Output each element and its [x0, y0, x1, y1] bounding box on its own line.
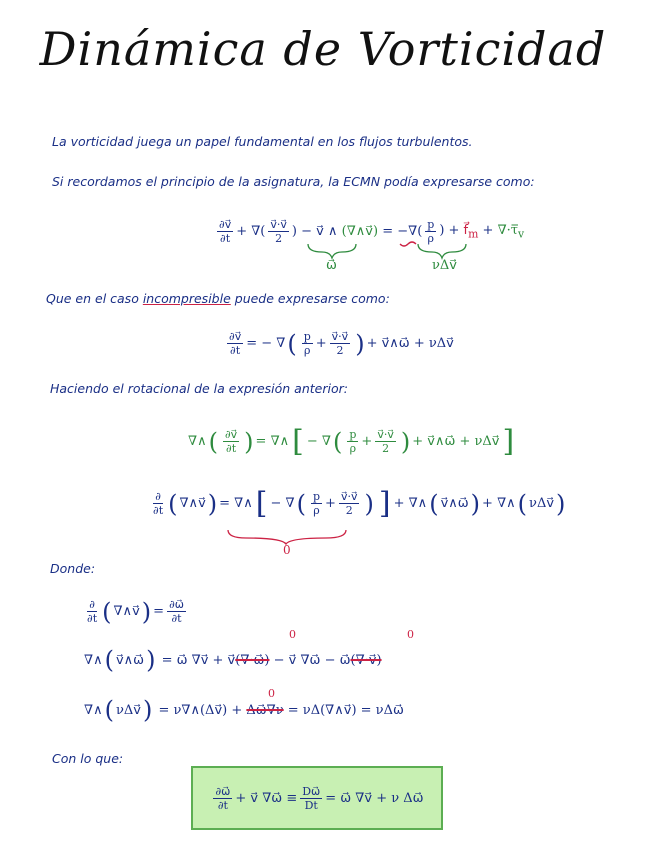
equation-incompressible: $\frac{\partial v⃗}{\partial t}$ = − ∇ ( $\frac{p}{\rho}$ + $\frac{v⃗\cdot v⃗}{2}$ ) + v⃗∧ω⃗ + νΔv⃗ — [229, 329, 454, 358]
kinetic-fraction: $\frac{v⃗\cdot v⃗}{2}$ — [270, 218, 287, 245]
dv-dt-fraction: $\frac{\partial v⃗}{\partial t}$ — [219, 218, 232, 245]
page-title: Dinámica de Vorticidad — [39, 22, 607, 76]
dv-dt: $\frac{\partial v⃗}{\partial t}$ — [224, 428, 238, 455]
rotational-text: Haciendo el rotacional de la expresión anterior: — [50, 381, 348, 396]
D-omega-Dt: $\frac{D\omega⃗}{Dt}$ — [302, 784, 321, 812]
pressure-fraction: $\frac{p}{\rho}$ — [427, 218, 435, 245]
vv-2: $\frac{v⃗\cdot v⃗}{2}$ — [340, 490, 358, 517]
p3-part-c: puede expresarse como: — [230, 291, 390, 306]
dv-dt: $\frac{\partial v⃗}{\partial t}$ — [229, 330, 242, 357]
recall-text: Si recordamos el principio de la asignatura, la ECMN podía expresarse como: — [52, 174, 535, 189]
result-box — [191, 766, 443, 830]
p3-incompresible: incompresible — [142, 291, 231, 306]
equation-curl-visc: ∇∧ ( νΔv⃗ ) = ν∇∧(Δv⃗) + Δω⃗∇ν = νΔ(∇∧v⃗) = νΔω⃗ — [84, 696, 404, 724]
donde-text: Donde: — [50, 561, 96, 576]
equation-curl-expanded: $\frac{\partial}{\partial t}$ ( ∇∧v⃗ ) = ∇∧ [ − ∇ ( $\frac{p}{\rho}$ + $\frac{v⃗\cdot v⃗}{2}$ ) ] + ∇∧ ( v⃗∧ω⃗ ) + ∇∧ ( νΔv⃗ ) — [153, 485, 566, 521]
d-dt: $\frac{\partial}{\partial t}$ — [153, 490, 164, 517]
equation-curl-vxw: ∇∧ ( v⃗∧ω⃗ ) = ω⃗ ∇v⃗ + v⃗(∇·ω⃗) − v⃗ ∇ω⃗ − ω⃗(∇·v⃗) — [84, 646, 382, 674]
vv-2: $\frac{v⃗\cdot v⃗}{2}$ — [377, 428, 394, 455]
p-rho: $\frac{p}{\rho}$ — [349, 428, 357, 455]
equation-curl: ∇∧ ( $\frac{\partial v⃗}{\partial t}$ ) = ∇∧ [ − ∇ ( $\frac{p}{\rho}$ + $\frac{v⃗\cdot v⃗}{2}$ ) + v⃗∧ω⃗ + νΔv⃗ ] — [188, 423, 515, 459]
vv-2: $\frac{v⃗\cdot v⃗}{2}$ — [331, 330, 349, 357]
final-equation: $\frac{\partial\omega⃗}{\partial t}$ + v⃗ ∇ω⃗ ≡ $\frac{D\omega⃗}{Dt}$ = ω⃗ ∇v⃗ + ν Δω⃗ — [215, 784, 424, 812]
omega-label: ω⃗ — [326, 258, 337, 273]
d-dt: $\frac{\partial}{\partial t}$ — [87, 598, 98, 625]
zero-mark-3: 0 — [268, 687, 275, 700]
zero-mark-1: 0 — [289, 628, 296, 641]
zero-label: 0 — [283, 543, 291, 557]
equation-ecmn: $\frac{\partial v⃗}{\partial t}$ + ∇( $\frac{v⃗\cdot v⃗}{2}$ ) − v⃗ ∧ (∇∧v⃗) = −∇( $\frac{p}{\rho}$ ) + $f⃗_m$ + $\nabla\cdot\tau̿_v$ — [219, 218, 525, 245]
equation-vorticity-time: $\frac{\partial}{\partial t}$ ( ∇∧v⃗ ) = $\frac{\partial\omega⃗}{\partial t}$ — [87, 597, 184, 626]
viscous-label: νΔv⃗ — [432, 258, 457, 273]
domega-dt: $\frac{\partial\omega⃗}{\partial t}$ — [169, 598, 184, 625]
conclusion-text: Con lo que: — [52, 751, 124, 766]
zero-mark-2: 0 — [407, 628, 414, 641]
p-rho: $\frac{p}{\rho}$ — [312, 490, 321, 517]
intro-text: La vorticidad juega un papel fundamental en los flujos turbulentos. — [52, 134, 473, 149]
p-rho: $\frac{p}{\rho}$ — [303, 330, 311, 357]
p3-part-a: Que en el caso — [46, 291, 143, 306]
domega-dt: $\frac{\partial\omega⃗}{\partial t}$ — [215, 784, 231, 812]
incompressible-text — [46, 291, 390, 306]
